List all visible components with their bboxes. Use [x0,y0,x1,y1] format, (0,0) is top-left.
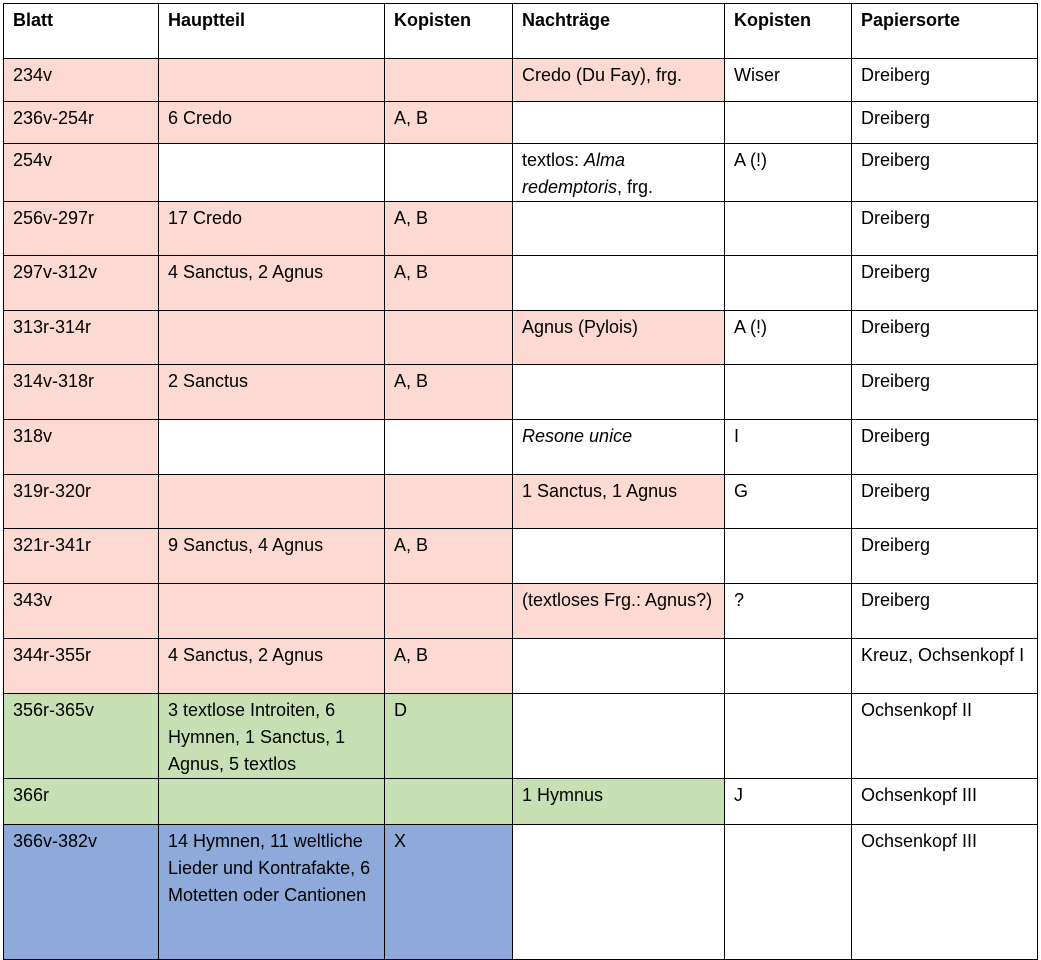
cell-papiersorte: Dreiberg [852,475,1038,529]
cell-papiersorte: Dreiberg [852,256,1038,311]
cell-blatt: 356r-365v [4,694,159,779]
cell-hauptteil [159,59,385,102]
cell-nachtraege [513,202,725,256]
cell-kopisten [385,420,513,475]
cell-kopisten: A, B [385,202,513,256]
table-row [4,694,1038,779]
cell-blatt: 343v [4,584,159,639]
cell-hauptteil: 9 Sanctus, 4 Agnus [159,529,385,584]
cell-kopisten [385,475,513,529]
table-row [4,311,1038,365]
cell-blatt: 234v [4,59,159,102]
cell-blatt: 314v-318r [4,365,159,420]
table-row [4,420,1038,475]
header-hauptteil: Hauptteil [159,4,385,59]
cell-kopisten-2 [725,102,852,144]
cell-papiersorte: Ochsenkopf III [852,825,1038,960]
cell-papiersorte: Kreuz, Ochsenkopf I [852,639,1038,694]
cell-kopisten: A, B [385,256,513,311]
cell-papiersorte: Dreiberg [852,59,1038,102]
cell-nachtraege [513,102,725,144]
cell-hauptteil [159,144,385,202]
cell-kopisten-2: A (!) [725,144,852,202]
cell-nachtraege [513,639,725,694]
cell-papiersorte: Dreiberg [852,102,1038,144]
table-row [4,639,1038,694]
cell-blatt: 254v [4,144,159,202]
cell-kopisten-2 [725,694,852,779]
cell-nachtraege [513,420,725,475]
cell-hauptteil: 14 Hymnen, 11 weltliche Lieder und Kontrafakte, 6 Motetten oder Cantionen [159,825,385,960]
cell-hauptteil: 2 Sanctus [159,365,385,420]
cell-hauptteil: 4 Sanctus, 2 Agnus [159,256,385,311]
nachtrag-title: Alma redemptoris [522,150,626,197]
cell-kopisten-2 [725,639,852,694]
cell-blatt: 344r-355r [4,639,159,694]
cell-nachtraege: Credo (Du Fay), frg. [513,59,725,102]
cell-nachtraege [513,825,725,960]
cell-nachtraege [513,529,725,584]
cell-kopisten-2 [725,825,852,960]
cell-nachtraege: 1 Hymnus [513,779,725,825]
cell-papiersorte: Dreiberg [852,420,1038,475]
cell-papiersorte: Ochsenkopf II [852,694,1038,779]
table-row [4,584,1038,639]
cell-kopisten: A, B [385,639,513,694]
cell-kopisten: A, B [385,529,513,584]
cell-hauptteil [159,475,385,529]
cell-hauptteil [159,779,385,825]
nachtrag-suffix: , frg. [617,177,654,197]
cell-nachtraege [513,694,725,779]
cell-hauptteil: 17 Credo [159,202,385,256]
cell-kopisten-2 [725,256,852,311]
cell-hauptteil [159,584,385,639]
table-row [4,365,1038,420]
cell-hauptteil: 6 Credo [159,102,385,144]
header-kopisten: Kopisten [385,4,513,59]
cell-kopisten-2 [725,202,852,256]
nachtrag-title: Resone unice [522,426,633,446]
cell-kopisten: X [385,825,513,960]
cell-kopisten: D [385,694,513,779]
cell-blatt: 313r-314r [4,311,159,365]
table-row [4,202,1038,256]
table-row [4,825,1038,960]
table-row [4,529,1038,584]
header-kopisten-2: Kopisten [725,4,852,59]
header-nachtraege: Nachträge [513,4,725,59]
manuscript-table [3,3,1038,960]
cell-papiersorte: Dreiberg [852,584,1038,639]
cell-papiersorte: Dreiberg [852,202,1038,256]
cell-blatt: 318v [4,420,159,475]
cell-nachtraege: Agnus (Pylois) [513,311,725,365]
cell-kopisten [385,59,513,102]
cell-papiersorte: Dreiberg [852,529,1038,584]
cell-papiersorte: Ochsenkopf III [852,779,1038,825]
table-row [4,144,1038,202]
table-row [4,475,1038,529]
cell-blatt: 256v-297r [4,202,159,256]
cell-kopisten [385,144,513,202]
cell-kopisten [385,779,513,825]
cell-blatt: 297v-312v [4,256,159,311]
cell-nachtraege [513,144,725,202]
cell-papiersorte: Dreiberg [852,311,1038,365]
cell-kopisten-2: Wiser [725,59,852,102]
header-blatt: Blatt [4,4,159,59]
nachtrag-prefix: textlos: [522,150,585,170]
table-row [4,256,1038,311]
cell-papiersorte: Dreiberg [852,144,1038,202]
table-row [4,59,1038,102]
cell-nachtraege: 1 Sanctus, 1 Agnus [513,475,725,529]
cell-kopisten [385,311,513,365]
cell-nachtraege: (textloses Frg.: Agnus?) [513,584,725,639]
cell-kopisten-2: J [725,779,852,825]
cell-blatt: 366v-382v [4,825,159,960]
cell-blatt: 236v-254r [4,102,159,144]
cell-nachtraege [513,256,725,311]
cell-papiersorte: Dreiberg [852,365,1038,420]
cell-hauptteil [159,420,385,475]
cell-kopisten-2: G [725,475,852,529]
cell-kopisten-2 [725,529,852,584]
cell-kopisten-2: I [725,420,852,475]
cell-kopisten [385,584,513,639]
cell-blatt: 319r-320r [4,475,159,529]
cell-hauptteil: 3 textlose Introiten, 6 Hymnen, 1 Sanctus, 1 Agnus, 5 textlos [159,694,385,779]
table-row [4,102,1038,144]
cell-kopisten: A, B [385,365,513,420]
cell-kopisten-2: A (!) [725,311,852,365]
header-papiersorte: Papiersorte [852,4,1038,59]
cell-hauptteil [159,311,385,365]
table-row [4,779,1038,825]
cell-blatt: 366r [4,779,159,825]
cell-kopisten-2 [725,365,852,420]
cell-blatt: 321r-341r [4,529,159,584]
cell-hauptteil: 4 Sanctus, 2 Agnus [159,639,385,694]
header-row [4,4,1038,59]
cell-kopisten: A, B [385,102,513,144]
cell-nachtraege [513,365,725,420]
cell-kopisten-2: ? [725,584,852,639]
